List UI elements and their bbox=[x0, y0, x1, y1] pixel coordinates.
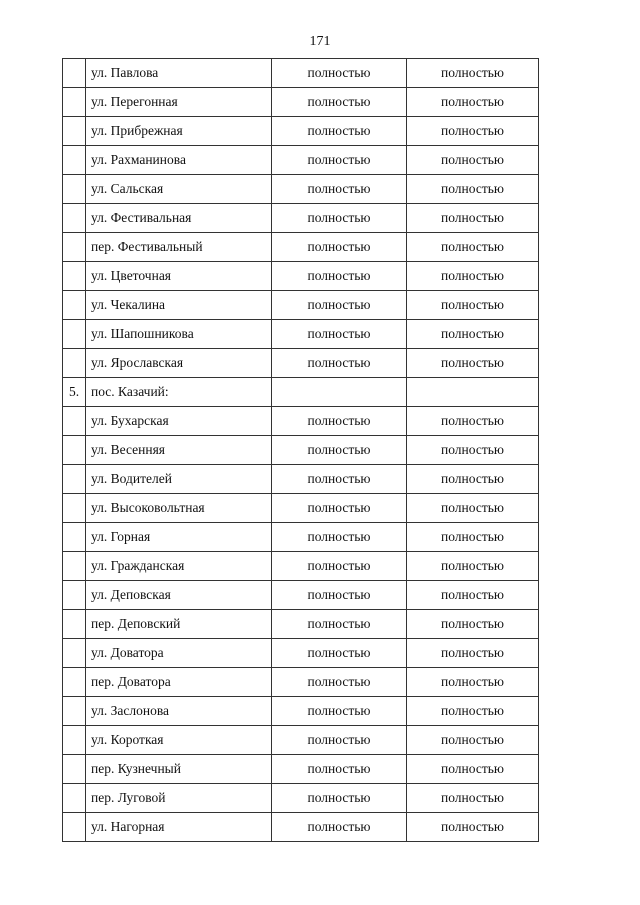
street-name: ул. Сальская bbox=[86, 175, 272, 204]
street-name: ул. Бухарская bbox=[86, 407, 272, 436]
coverage-cell: полностью bbox=[272, 813, 407, 842]
coverage-cell: полностью bbox=[272, 523, 407, 552]
coverage-cell: полностью bbox=[407, 784, 539, 813]
table-row bbox=[63, 204, 539, 233]
coverage-cell: полностью bbox=[407, 262, 539, 291]
table-row bbox=[63, 784, 539, 813]
table-row bbox=[63, 639, 539, 668]
coverage-cell: полностью bbox=[407, 523, 539, 552]
row-number bbox=[63, 320, 86, 349]
row-number: 5. bbox=[63, 378, 86, 407]
street-name: ул. Фестивальная bbox=[86, 204, 272, 233]
coverage-cell: полностью bbox=[407, 465, 539, 494]
row-number bbox=[63, 494, 86, 523]
row-number bbox=[63, 726, 86, 755]
coverage-cell: полностью bbox=[272, 668, 407, 697]
coverage-cell: полностью bbox=[272, 755, 407, 784]
table-row bbox=[63, 117, 539, 146]
table-row bbox=[63, 88, 539, 117]
row-number bbox=[63, 407, 86, 436]
table-row bbox=[63, 262, 539, 291]
coverage-cell: полностью bbox=[272, 726, 407, 755]
street-name: ул. Весенняя bbox=[86, 436, 272, 465]
coverage-cell: полностью bbox=[272, 349, 407, 378]
row-number bbox=[63, 204, 86, 233]
row-number bbox=[63, 117, 86, 146]
coverage-cell: полностью bbox=[272, 117, 407, 146]
row-number bbox=[63, 668, 86, 697]
table-row bbox=[63, 436, 539, 465]
row-number bbox=[63, 436, 86, 465]
coverage-cell: полностью bbox=[407, 117, 539, 146]
coverage-cell bbox=[272, 378, 407, 407]
row-number bbox=[63, 175, 86, 204]
coverage-cell: полностью bbox=[407, 552, 539, 581]
street-name: пер. Кузнечный bbox=[86, 755, 272, 784]
table-row bbox=[63, 552, 539, 581]
coverage-cell: полностью bbox=[272, 436, 407, 465]
street-name: пер. Луговой bbox=[86, 784, 272, 813]
coverage-cell: полностью bbox=[272, 262, 407, 291]
street-name: ул. Водителей bbox=[86, 465, 272, 494]
coverage-cell: полностью bbox=[407, 349, 539, 378]
street-table-body bbox=[63, 59, 539, 842]
coverage-cell: полностью bbox=[407, 494, 539, 523]
table-row bbox=[63, 668, 539, 697]
table-row bbox=[63, 291, 539, 320]
coverage-cell: полностью bbox=[272, 320, 407, 349]
table-row bbox=[63, 813, 539, 842]
street-name: ул. Шапошникова bbox=[86, 320, 272, 349]
table-row bbox=[63, 726, 539, 755]
row-number bbox=[63, 639, 86, 668]
coverage-cell: полностью bbox=[272, 88, 407, 117]
row-number bbox=[63, 581, 86, 610]
street-table bbox=[62, 58, 539, 842]
street-name: ул. Деповская bbox=[86, 581, 272, 610]
street-name: ул. Доватора bbox=[86, 639, 272, 668]
row-number bbox=[63, 233, 86, 262]
coverage-cell: полностью bbox=[407, 726, 539, 755]
street-name: пер. Фестивальный bbox=[86, 233, 272, 262]
street-name: ул. Цветочная bbox=[86, 262, 272, 291]
coverage-cell: полностью bbox=[407, 59, 539, 88]
coverage-cell: полностью bbox=[272, 291, 407, 320]
coverage-cell: полностью bbox=[407, 88, 539, 117]
coverage-cell: полностью bbox=[407, 668, 539, 697]
street-name: ул. Короткая bbox=[86, 726, 272, 755]
row-number bbox=[63, 349, 86, 378]
row-number bbox=[63, 146, 86, 175]
row-number bbox=[63, 291, 86, 320]
street-name: ул. Гражданская bbox=[86, 552, 272, 581]
coverage-cell bbox=[407, 378, 539, 407]
coverage-cell: полностью bbox=[407, 175, 539, 204]
street-name: ул. Нагорная bbox=[86, 813, 272, 842]
coverage-cell: полностью bbox=[407, 755, 539, 784]
table-row bbox=[63, 494, 539, 523]
street-name: ул. Перегонная bbox=[86, 88, 272, 117]
street-name: ул. Ярославская bbox=[86, 349, 272, 378]
coverage-cell: полностью bbox=[272, 233, 407, 262]
coverage-cell: полностью bbox=[272, 581, 407, 610]
street-name: ул. Рахманинова bbox=[86, 146, 272, 175]
table-row bbox=[63, 175, 539, 204]
coverage-cell: полностью bbox=[407, 610, 539, 639]
street-name: ул. Чекалина bbox=[86, 291, 272, 320]
row-number bbox=[63, 59, 86, 88]
page-number: 171 bbox=[309, 34, 331, 49]
row-number bbox=[63, 262, 86, 291]
table-row bbox=[63, 349, 539, 378]
street-name: пос. Казачий: bbox=[86, 378, 272, 407]
coverage-cell: полностью bbox=[407, 813, 539, 842]
coverage-cell: полностью bbox=[407, 581, 539, 610]
table-row bbox=[63, 755, 539, 784]
street-name: пер. Доватора bbox=[86, 668, 272, 697]
table-section-row bbox=[63, 378, 539, 407]
coverage-cell: полностью bbox=[272, 697, 407, 726]
coverage-cell: полностью bbox=[407, 146, 539, 175]
row-number bbox=[63, 88, 86, 117]
coverage-cell: полностью bbox=[407, 204, 539, 233]
coverage-cell: полностью bbox=[407, 407, 539, 436]
coverage-cell: полностью bbox=[407, 436, 539, 465]
row-number bbox=[63, 610, 86, 639]
row-number bbox=[63, 784, 86, 813]
table-row bbox=[63, 581, 539, 610]
coverage-cell: полностью bbox=[407, 697, 539, 726]
street-name: ул. Павлова bbox=[86, 59, 272, 88]
table-row bbox=[63, 610, 539, 639]
table-row bbox=[63, 523, 539, 552]
coverage-cell: полностью bbox=[272, 639, 407, 668]
coverage-cell: полностью bbox=[407, 233, 539, 262]
table-row bbox=[63, 146, 539, 175]
row-number bbox=[63, 813, 86, 842]
coverage-cell: полностью bbox=[272, 175, 407, 204]
table-row bbox=[63, 697, 539, 726]
coverage-cell: полностью bbox=[272, 784, 407, 813]
coverage-cell: полностью bbox=[407, 291, 539, 320]
table-row bbox=[63, 59, 539, 88]
coverage-cell: полностью bbox=[272, 465, 407, 494]
table-row bbox=[63, 320, 539, 349]
coverage-cell: полностью bbox=[272, 610, 407, 639]
street-name: ул. Заслонова bbox=[86, 697, 272, 726]
coverage-cell: полностью bbox=[272, 204, 407, 233]
table-row bbox=[63, 407, 539, 436]
coverage-cell: полностью bbox=[272, 494, 407, 523]
coverage-cell: полностью bbox=[272, 552, 407, 581]
coverage-cell: полностью bbox=[272, 146, 407, 175]
coverage-cell: полностью bbox=[272, 407, 407, 436]
coverage-cell: полностью bbox=[407, 320, 539, 349]
coverage-cell: полностью bbox=[272, 59, 407, 88]
street-name: ул. Высоковольтная bbox=[86, 494, 272, 523]
table-row bbox=[63, 465, 539, 494]
row-number bbox=[63, 552, 86, 581]
table-row bbox=[63, 233, 539, 262]
row-number bbox=[63, 465, 86, 494]
coverage-cell: полностью bbox=[407, 639, 539, 668]
row-number bbox=[63, 755, 86, 784]
street-name: ул. Горная bbox=[86, 523, 272, 552]
row-number bbox=[63, 697, 86, 726]
row-number bbox=[63, 523, 86, 552]
street-name: пер. Деповский bbox=[86, 610, 272, 639]
street-name: ул. Прибрежная bbox=[86, 117, 272, 146]
